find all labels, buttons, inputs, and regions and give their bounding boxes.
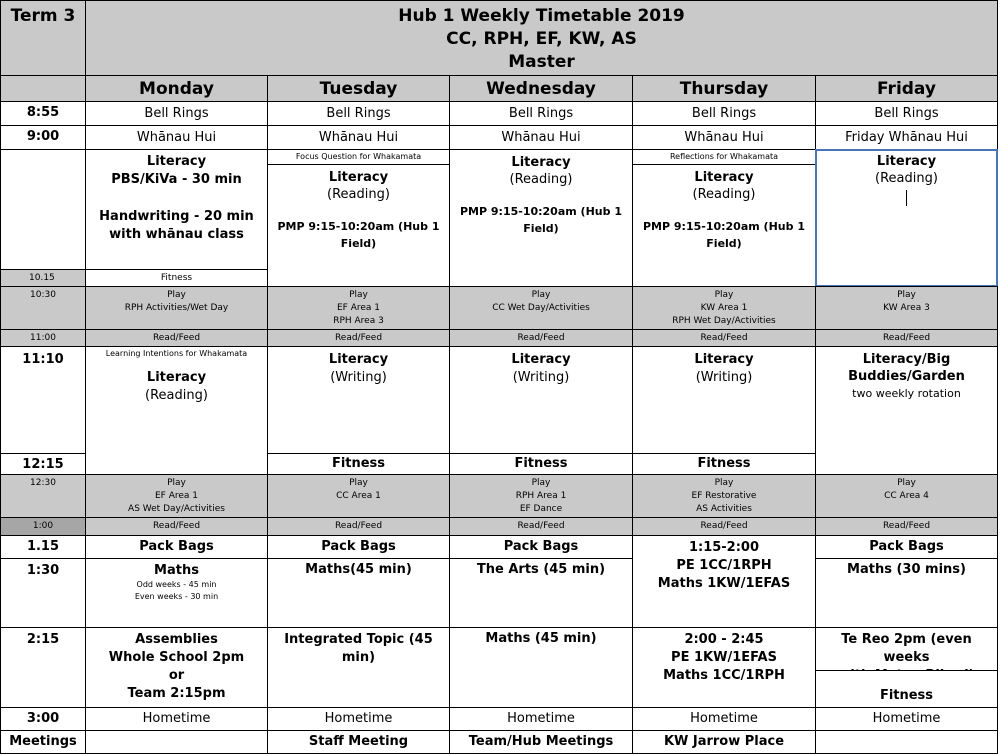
- cell-tue-fitness[interactable]: Fitness: [267, 453, 450, 475]
- time-1030[interactable]: 10:30: [0, 286, 86, 330]
- cell-fri-whanau-hui[interactable]: Friday Whānau Hui: [815, 125, 998, 150]
- tue-play-label: Play: [349, 290, 368, 300]
- wed-midday-literacy: Literacy: [511, 352, 571, 367]
- cell-mon-literacy[interactable]: [85, 149, 268, 270]
- thu-time-range-2: 2:00 - 2:45: [684, 632, 764, 647]
- cell-tue-read-feed-1[interactable]: Read/Feed: [267, 329, 450, 347]
- thu-play-label: Play: [714, 290, 734, 300]
- cell-tue-whanau-hui[interactable]: Whānau Hui: [267, 125, 450, 150]
- cell-wed-read-feed-2[interactable]: Read/Feed: [449, 517, 633, 536]
- cell-fri-read-feed-1[interactable]: Read/Feed: [815, 329, 998, 347]
- cell-wed-pack-bags[interactable]: Pack Bags: [449, 535, 633, 559]
- mon-even-weeks: Even weeks - 30 min: [134, 592, 219, 601]
- cell-wed-play-1[interactable]: [449, 286, 633, 330]
- cell-thu-read-feed-1[interactable]: Read/Feed: [632, 329, 816, 347]
- wed-reading: (Reading): [509, 172, 573, 187]
- time-215[interactable]: 2:15: [0, 627, 86, 708]
- cell-fri-hometime[interactable]: Hometime: [815, 707, 998, 731]
- thu-play-duty-2: RPH Wet Day/Activities: [672, 316, 776, 326]
- mon-play2-duty-2: AS Wet Day/Activities: [128, 504, 225, 514]
- thu-play-duty-1: KW Area 1: [700, 303, 748, 313]
- wed-pmp-field: Field): [523, 222, 559, 235]
- wed-play2-label: Play: [531, 478, 551, 488]
- fri-play-label: Play: [897, 290, 916, 300]
- mon-learning-intentions: Learning Intentions for Whakamata: [105, 349, 248, 358]
- wed-play2-duty-2: EF Dance: [519, 504, 563, 514]
- cell-mon-literacy-reading-midday[interactable]: [85, 346, 268, 475]
- cell-tue-integrated-topic[interactable]: [267, 627, 450, 708]
- wed-pmp: PMP 9:15-10:20am (Hub 1: [460, 205, 622, 218]
- title-line-3: Master: [508, 52, 575, 72]
- meetings-label[interactable]: Meetings: [0, 730, 86, 754]
- tue-pmp: PMP 9:15-10:20am (Hub 1: [277, 220, 440, 233]
- fri-te-reo-1: Te Reo 2pm (even weeks: [841, 632, 972, 665]
- thu-pe-1: PE 1CC/1RPH: [676, 558, 772, 573]
- wed-play-label: Play: [531, 290, 551, 300]
- thu-maths-1: Maths 1KW/1EFAS: [657, 576, 791, 591]
- tue-midday-literacy: Literacy: [328, 352, 389, 367]
- mon-play-duty: RPH Activities/Wet Day: [124, 303, 229, 313]
- thu-play2-duty-1: EF Restorative: [691, 491, 757, 501]
- term-label[interactable]: [0, 0, 86, 76]
- cell-fri-meetings[interactable]: [815, 730, 998, 754]
- cell-wed-whanau-hui[interactable]: Whānau Hui: [449, 125, 633, 150]
- cell-thu-whanau-hui[interactable]: Whānau Hui: [632, 125, 816, 150]
- cell-mon-read-feed-1[interactable]: Read/Feed: [85, 329, 268, 347]
- fri-literacy-title: Literacy: [876, 154, 937, 169]
- time-300[interactable]: 3:00: [0, 707, 86, 731]
- day-header-thursday[interactable]: Thursday: [632, 75, 816, 102]
- fri-reading: (Reading): [875, 171, 938, 186]
- time-1215[interactable]: 12:15: [0, 453, 86, 475]
- thu-reflections[interactable]: Reflections for Whakamata: [632, 149, 816, 165]
- fri-play2-duty: CC Area 4: [884, 491, 929, 501]
- cell-tue-pack-bags[interactable]: Pack Bags: [267, 535, 450, 559]
- timetable-title[interactable]: [85, 0, 998, 76]
- fri-play2-label: Play: [897, 478, 916, 488]
- cell-fri-bell-rings[interactable]: Bell Rings: [815, 101, 998, 126]
- mon-assemblies-title: Assemblies: [135, 632, 218, 647]
- cell-mon-pack-bags[interactable]: Pack Bags: [85, 535, 268, 559]
- cell-tue-literacy-reading[interactable]: [267, 164, 450, 287]
- time-1110[interactable]: 11:10: [0, 346, 86, 454]
- time-900[interactable]: 9:00: [0, 125, 86, 150]
- cell-tue-literacy-writing[interactable]: [267, 346, 450, 454]
- cell-wed-hometime[interactable]: Hometime: [449, 707, 633, 731]
- cell-fri-te-reo[interactable]: [815, 627, 998, 671]
- cell-thu-fitness[interactable]: Fitness: [632, 453, 816, 475]
- tue-integrated-topic-1: Integrated Topic (45: [284, 632, 433, 647]
- cell-thu-kw-jarrow-place[interactable]: KW Jarrow Place: [632, 730, 816, 754]
- cell-wed-the-arts[interactable]: The Arts (45 min): [449, 558, 633, 628]
- cell-mon-whanau-hui[interactable]: Whānau Hui: [85, 125, 268, 150]
- cell-thu-play-1[interactable]: [632, 286, 816, 330]
- cell-wed-play-2[interactable]: [449, 474, 633, 518]
- cell-mon-bell-rings[interactable]: Bell Rings: [85, 101, 268, 126]
- cell-fri-read-feed-2[interactable]: Read/Feed: [815, 517, 998, 536]
- tue-literacy-title: Literacy: [328, 170, 389, 185]
- cell-mon-read-feed-2[interactable]: Read/Feed: [85, 517, 268, 536]
- cell-fri-literacy-reading-selected[interactable]: [815, 149, 998, 287]
- mon-handwriting: Handwriting - 20 min: [99, 209, 254, 224]
- cell-tue-play-2[interactable]: [267, 474, 450, 518]
- mon-midday-literacy: Literacy: [146, 370, 207, 385]
- cell-fri-maths-30[interactable]: Maths (30 mins): [815, 558, 998, 628]
- cell-thu-pe-maths-1[interactable]: [632, 535, 816, 628]
- mon-maths-title: Maths: [154, 563, 199, 578]
- wed-literacy-title: Literacy: [511, 155, 571, 170]
- fri-literacy-big: Literacy/Big: [862, 352, 951, 367]
- day-header-friday[interactable]: Friday: [815, 75, 998, 102]
- mon-play2-label: Play: [167, 478, 186, 488]
- mon-literacy-title: Literacy: [146, 154, 207, 169]
- cell-mon-play-1[interactable]: [85, 286, 268, 330]
- time-1015[interactable]: 10.15: [0, 269, 86, 287]
- cell-thu-hometime[interactable]: Hometime: [632, 707, 816, 731]
- mon-pbs-kiva: PBS/KiVa - 30 min: [111, 172, 242, 187]
- wed-play2-duty-1: RPH Area 1: [515, 491, 567, 501]
- time-130[interactable]: 1:30: [0, 558, 86, 628]
- mon-play-label: Play: [167, 290, 186, 300]
- title-line-1: Hub 1 Weekly Timetable 2019: [398, 6, 685, 26]
- title-line-2: CC, RPH, EF, KW, AS: [446, 29, 637, 49]
- cell-fri-play-1[interactable]: [815, 286, 998, 330]
- cell-wed-maths-45[interactable]: Maths (45 min): [449, 627, 633, 708]
- day-header-wednesday[interactable]: Wednesday: [449, 75, 633, 102]
- cell-wed-read-feed-1[interactable]: Read/Feed: [449, 329, 633, 347]
- tue-writing: (Writing): [330, 370, 387, 385]
- thu-play2-duty-2: AS Activities: [696, 504, 752, 514]
- tue-reading: (Reading): [327, 187, 390, 202]
- thu-time-range-1: 1:15-2:00: [688, 540, 760, 555]
- term-text: Term 3: [10, 6, 76, 26]
- thu-midday-literacy: Literacy: [694, 352, 754, 367]
- thu-pe-2: PE 1KW/1EFAS: [671, 650, 777, 665]
- day-header-monday[interactable]: Monday: [85, 75, 268, 102]
- mon-odd-weeks: Odd weeks - 45 min: [136, 580, 217, 589]
- mon-team-215: Team 2:15pm: [127, 686, 226, 701]
- cell-tue-play-1[interactable]: [267, 286, 450, 330]
- cell-mon-play-2[interactable]: [85, 474, 268, 518]
- cell-mon-meetings[interactable]: [85, 730, 268, 754]
- tue-pmp-field: Field): [340, 237, 377, 250]
- cell-thu-play-2[interactable]: [632, 474, 816, 518]
- cell-fri-fitness-afternoon[interactable]: Fitness: [815, 670, 998, 708]
- mon-with-whanau: with whānau class: [109, 227, 244, 242]
- time-1230[interactable]: 12:30: [0, 474, 86, 518]
- cell-tue-bell-rings[interactable]: Bell Rings: [267, 101, 450, 126]
- cell-wed-fitness[interactable]: Fitness: [449, 453, 633, 475]
- time-1100[interactable]: 11:00: [0, 329, 86, 347]
- tue-play-duty-2: RPH Area 3: [333, 316, 384, 326]
- mon-play2-duty-1: EF Area 1: [154, 491, 199, 501]
- thu-writing: (Writing): [695, 370, 753, 385]
- cell-tue-maths-45[interactable]: Maths(45 min): [267, 558, 450, 628]
- tue-play2-duty: CC Area 1: [336, 491, 381, 501]
- cell-thu-bell-rings[interactable]: Bell Rings: [632, 101, 816, 126]
- mon-or: or: [168, 668, 185, 683]
- fri-rotation: two weekly rotation: [852, 387, 961, 400]
- cell-tue-read-feed-2[interactable]: Read/Feed: [267, 517, 450, 536]
- cell-mon-maths[interactable]: [85, 558, 268, 628]
- thu-maths-2: Maths 1CC/1RPH: [663, 668, 785, 683]
- cell-fri-play-2[interactable]: [815, 474, 998, 518]
- time-morning-blank[interactable]: [0, 149, 86, 270]
- tue-focus-question[interactable]: Focus Question for Whakamata: [267, 149, 450, 165]
- thu-pmp-field: Field): [706, 237, 742, 250]
- fri-buddies-garden: Buddies/Garden: [848, 369, 965, 384]
- cell-wed-bell-rings[interactable]: Bell Rings: [449, 101, 633, 126]
- time-100[interactable]: 1:00: [0, 517, 86, 536]
- cell-wed-team-hub-meetings[interactable]: Team/Hub Meetings: [449, 730, 633, 754]
- cell-mon-assemblies[interactable]: [85, 627, 268, 708]
- cell-wed-literacy-reading[interactable]: [449, 149, 633, 287]
- thu-pmp: PMP 9:15-10:20am (Hub 1: [643, 220, 805, 233]
- cell-mon-fitness-1015[interactable]: Fitness: [85, 269, 268, 287]
- time-115[interactable]: 1.15: [0, 535, 86, 559]
- tue-play2-label: Play: [349, 478, 368, 488]
- day-header-tuesday[interactable]: Tuesday: [267, 75, 450, 102]
- corner-cell[interactable]: [0, 75, 86, 102]
- thu-reading: (Reading): [692, 187, 756, 202]
- cell-tue-staff-meeting[interactable]: Staff Meeting: [267, 730, 450, 754]
- cell-thu-literacy-reading[interactable]: [632, 164, 816, 287]
- cell-wed-literacy-writing[interactable]: [449, 346, 633, 454]
- text-cursor: [906, 190, 907, 206]
- thu-literacy-title: Literacy: [694, 170, 754, 185]
- tue-integrated-topic-2: min): [341, 650, 376, 665]
- cell-thu-literacy-writing[interactable]: [632, 346, 816, 454]
- mon-midday-reading: (Reading): [145, 388, 208, 403]
- cell-thu-read-feed-2[interactable]: Read/Feed: [632, 517, 816, 536]
- cell-thu-pe-maths-2[interactable]: [632, 627, 816, 708]
- mon-whole-school: Whole School 2pm: [108, 650, 245, 665]
- cell-tue-hometime[interactable]: Hometime: [267, 707, 450, 731]
- cell-fri-pack-bags[interactable]: Pack Bags: [815, 535, 998, 559]
- cell-mon-hometime[interactable]: Hometime: [85, 707, 268, 731]
- fri-play-duty: KW Area 3: [883, 303, 930, 313]
- wed-play-duty: CC Wet Day/Activities: [492, 303, 590, 313]
- tue-play-duty-1: EF Area 1: [336, 303, 381, 313]
- wed-writing: (Writing): [512, 370, 570, 385]
- cell-fri-literacy-big-buddies[interactable]: [815, 346, 998, 475]
- time-855[interactable]: 8:55: [0, 101, 86, 126]
- thu-play2-label: Play: [714, 478, 734, 488]
